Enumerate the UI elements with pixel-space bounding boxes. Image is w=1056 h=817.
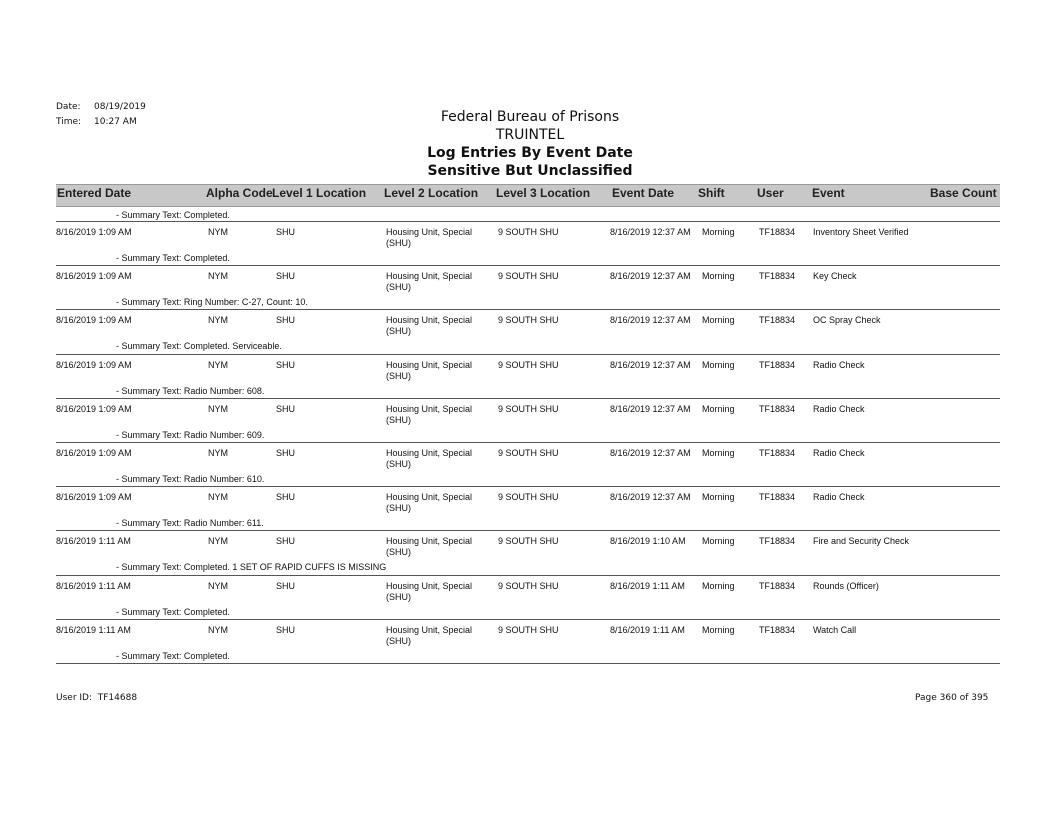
user-id-label: User ID:	[56, 693, 92, 703]
row-summary: - Summary Text: Completed. Serviceable.	[116, 341, 282, 351]
alpha-code-cell: NYM	[208, 404, 228, 414]
row-divider	[56, 221, 1000, 222]
alpha-code-cell: NYM	[208, 448, 228, 458]
alpha-code-cell: NYM	[208, 271, 228, 281]
level3-location-cell: 9 SOUTH SHU	[498, 315, 559, 325]
row-summary: - Summary Text: Radio Number: 609.	[116, 430, 265, 440]
shift-cell: Morning	[702, 448, 735, 458]
event-cell: Rounds (Officer)	[813, 581, 879, 591]
level2-location-cell: Housing Unit, Special (SHU)	[386, 315, 473, 336]
entered-date-cell: 8/16/2019 1:09 AM	[56, 360, 132, 370]
entered-date-cell: 8/16/2019 1:11 AM	[56, 581, 131, 591]
level3-location-cell: 9 SOUTH SHU	[498, 581, 559, 591]
row-summary: - Summary Text: Radio Number: 611.	[116, 518, 264, 528]
level2-location-cell: Housing Unit, Special (SHU)	[386, 360, 473, 381]
entered-date-cell: 8/16/2019 1:09 AM	[56, 448, 132, 458]
time-value: 10:27 AM	[94, 117, 137, 127]
user-cell: TF18834	[759, 404, 796, 414]
level2-location-cell: Housing Unit, Special (SHU)	[386, 271, 473, 292]
col-user: User	[757, 186, 784, 200]
event-date-cell: 8/16/2019 1:10 AM	[610, 536, 686, 546]
level3-location-cell: 9 SOUTH SHU	[498, 448, 559, 458]
entered-date-cell: 8/16/2019 1:11 AM	[56, 625, 131, 635]
col-event-date: Event Date	[612, 186, 675, 200]
col-entered-date: Entered Date	[57, 186, 132, 200]
row-divider	[56, 354, 1000, 355]
classification-title: Sensitive But Unclassified	[427, 163, 633, 179]
event-cell: Inventory Sheet Verified	[813, 227, 909, 237]
row-divider	[56, 619, 1000, 620]
row-summary: - Summary Text: Completed.	[116, 607, 230, 617]
table-row	[56, 536, 1000, 560]
event-cell: Watch Call	[813, 625, 857, 635]
level2-location-cell: Housing Unit, Special (SHU)	[386, 492, 473, 513]
user-cell: TF18834	[759, 448, 796, 458]
entered-date-cell: 8/16/2019 1:09 AM	[56, 315, 132, 325]
row-summary: - Summary Text: Radio Number: 608.	[116, 386, 265, 396]
shift-cell: Morning	[702, 271, 735, 281]
col-shift: Shift	[698, 186, 725, 200]
system-title: TRUINTEL	[495, 127, 565, 143]
event-cell: Radio Check	[813, 448, 865, 458]
row-divider	[56, 265, 1000, 266]
event-date-cell: 8/16/2019 12:37 AM	[610, 360, 691, 370]
level1-location-cell: SHU	[276, 404, 296, 414]
user-cell: TF18834	[759, 536, 796, 546]
date-label: Date:	[56, 102, 81, 112]
shift-cell: Morning	[702, 536, 735, 546]
level1-location-cell: SHU	[276, 360, 296, 370]
level1-location-cell: SHU	[276, 536, 296, 546]
row-divider	[56, 398, 1000, 399]
event-cell: Fire and Security Check	[813, 536, 910, 546]
table-row	[56, 625, 1000, 649]
row-divider	[56, 575, 1000, 576]
alpha-code-cell: NYM	[208, 227, 228, 237]
shift-cell: Morning	[702, 315, 735, 325]
level3-location-cell: 9 SOUTH SHU	[498, 227, 559, 237]
carryover-summary: - Summary Text: Completed.	[116, 210, 230, 220]
table-row	[56, 404, 1000, 428]
table-row	[56, 271, 1000, 295]
row-divider	[56, 309, 1000, 310]
event-date-cell: 8/16/2019 12:37 AM	[610, 315, 691, 325]
user-cell: TF18834	[759, 625, 796, 635]
date-value: 08/19/2019	[94, 102, 146, 112]
user-cell: TF18834	[759, 360, 796, 370]
level1-location-cell: SHU	[276, 625, 296, 635]
report-time	[56, 117, 137, 127]
agency-title: Federal Bureau of Prisons	[440, 109, 620, 125]
level3-location-cell: 9 SOUTH SHU	[498, 271, 559, 281]
user-cell: TF18834	[759, 581, 796, 591]
report-date	[56, 102, 146, 112]
shift-cell: Morning	[702, 404, 735, 414]
row-summary: - Summary Text: Completed.	[116, 253, 230, 263]
level2-location-cell: Housing Unit, Special (SHU)	[386, 536, 473, 557]
level1-location-cell: SHU	[276, 271, 296, 281]
alpha-code-cell: NYM	[208, 625, 228, 635]
row-divider	[56, 530, 1000, 531]
level1-location-cell: SHU	[276, 448, 296, 458]
row-summary: - Summary Text: Completed.	[116, 651, 230, 661]
alpha-code-cell: NYM	[208, 536, 228, 546]
time-label: Time:	[56, 117, 82, 127]
level3-location-cell: 9 SOUTH SHU	[498, 536, 559, 546]
col-base-count: Base Count	[930, 186, 997, 200]
footer-user-id	[56, 693, 137, 703]
row-summary: - Summary Text: Ring Number: C-27, Count: 10.	[116, 297, 308, 307]
user-cell: TF18834	[759, 227, 796, 237]
level3-location-cell: 9 SOUTH SHU	[498, 625, 559, 635]
alpha-code-cell: NYM	[208, 492, 228, 502]
col-level1-location: Level 1 Location	[272, 186, 367, 200]
table-row	[56, 227, 1000, 251]
shift-cell: Morning	[702, 360, 735, 370]
col-alpha-code: Alpha Code	[206, 186, 273, 200]
shift-cell: Morning	[702, 581, 735, 591]
col-level2-location: Level 2 Location	[384, 186, 479, 200]
level3-location-cell: 9 SOUTH SHU	[498, 404, 559, 414]
alpha-code-cell: NYM	[208, 360, 228, 370]
report-title: Log Entries By Event Date	[427, 145, 633, 161]
level2-location-cell: Housing Unit, Special (SHU)	[386, 448, 473, 469]
level2-location-cell: Housing Unit, Special (SHU)	[386, 581, 473, 602]
shift-cell: Morning	[702, 227, 735, 237]
entered-date-cell: 8/16/2019 1:09 AM	[56, 271, 132, 281]
entered-date-cell: 8/16/2019 1:09 AM	[56, 492, 132, 502]
event-date-cell: 8/16/2019 12:37 AM	[610, 492, 691, 502]
col-event: Event	[812, 186, 845, 200]
entered-date-cell: 8/16/2019 1:09 AM	[56, 227, 132, 237]
page-number: Page 360 of 395	[915, 693, 989, 703]
level3-location-cell: 9 SOUTH SHU	[498, 492, 559, 502]
level1-location-cell: SHU	[276, 315, 296, 325]
level1-location-cell: SHU	[276, 581, 296, 591]
level2-location-cell: Housing Unit, Special (SHU)	[386, 625, 473, 646]
level2-location-cell: Housing Unit, Special (SHU)	[386, 404, 473, 425]
event-date-cell: 8/16/2019 12:37 AM	[610, 271, 691, 281]
table-row	[56, 315, 1000, 339]
level1-location-cell: SHU	[276, 492, 296, 502]
entered-date-cell: 8/16/2019 1:11 AM	[56, 536, 131, 546]
user-cell: TF18834	[759, 492, 796, 502]
col-level3-location: Level 3 Location	[496, 186, 591, 200]
event-cell: Radio Check	[813, 404, 865, 414]
table-row	[56, 360, 1000, 384]
row-divider	[56, 442, 1000, 443]
table-row	[56, 492, 1000, 516]
user-cell: TF18834	[759, 315, 796, 325]
row-divider	[56, 486, 1000, 487]
table-end-rule	[56, 663, 1000, 664]
event-cell: Radio Check	[813, 360, 865, 370]
event-date-cell: 8/16/2019 12:37 AM	[610, 404, 691, 414]
shift-cell: Morning	[702, 625, 735, 635]
table-row	[56, 581, 1000, 605]
alpha-code-cell: NYM	[208, 315, 228, 325]
row-summary: - Summary Text: Radio Number: 610.	[116, 474, 265, 484]
level2-location-cell: Housing Unit, Special (SHU)	[386, 227, 473, 248]
event-date-cell: 8/16/2019 12:37 AM	[610, 448, 691, 458]
event-cell: OC Spray Check	[813, 315, 881, 325]
row-summary: - Summary Text: Completed. 1 SET OF RAPID CUFFS IS MISSING	[116, 562, 387, 572]
event-date-cell: 8/16/2019 1:11 AM	[610, 625, 685, 635]
event-cell: Radio Check	[813, 492, 865, 502]
user-id-value: TF14688	[97, 693, 138, 703]
alpha-code-cell: NYM	[208, 581, 228, 591]
report-title-block	[380, 108, 680, 180]
shift-cell: Morning	[702, 492, 735, 502]
event-cell: Key Check	[813, 271, 857, 281]
level1-location-cell: SHU	[276, 227, 296, 237]
user-cell: TF18834	[759, 271, 796, 281]
level3-location-cell: 9 SOUTH SHU	[498, 360, 559, 370]
event-date-cell: 8/16/2019 12:37 AM	[610, 227, 691, 237]
event-date-cell: 8/16/2019 1:11 AM	[610, 581, 685, 591]
entered-date-cell: 8/16/2019 1:09 AM	[56, 404, 132, 414]
table-row	[56, 448, 1000, 472]
